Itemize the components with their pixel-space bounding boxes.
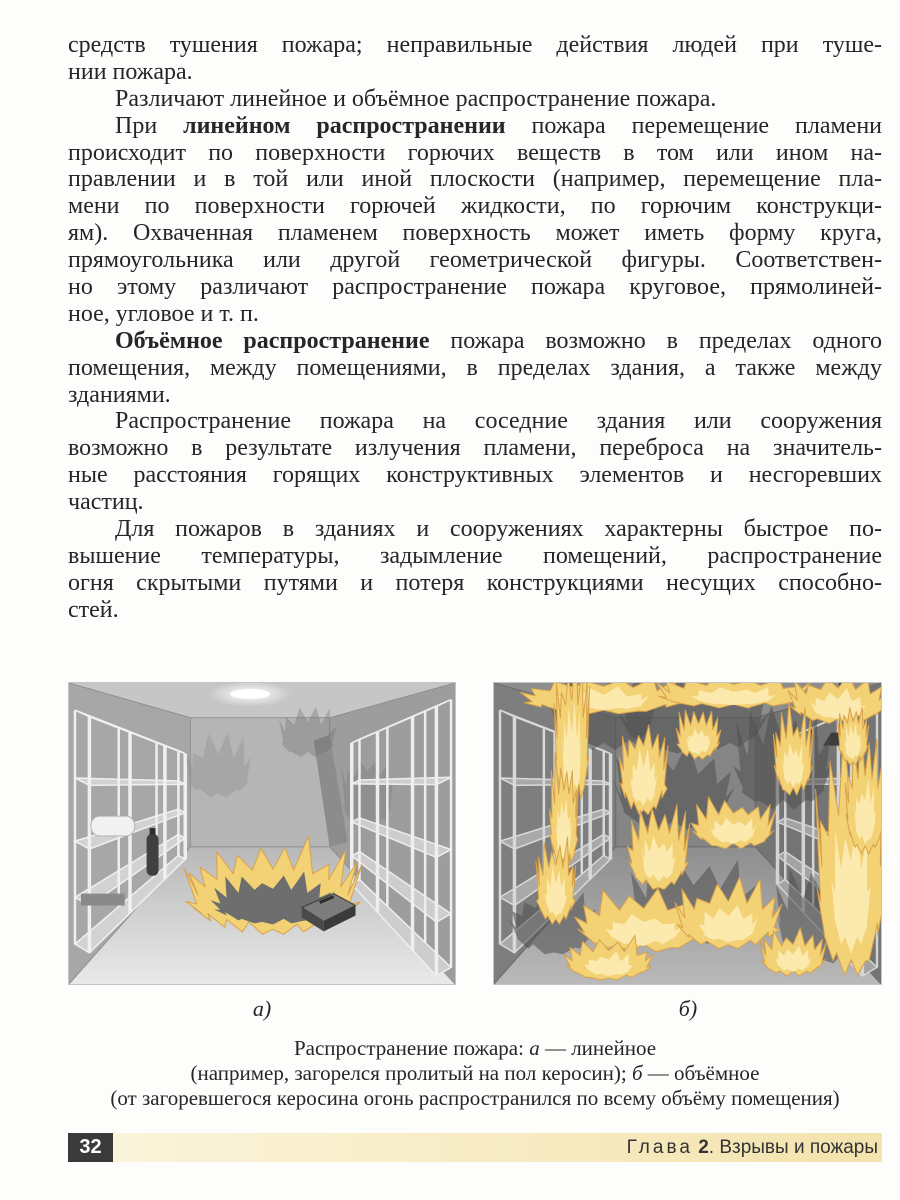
text-line	[68, 382, 882, 409]
text-run: зданиями.	[68, 381, 171, 408]
body-text	[68, 32, 882, 624]
text-run: пожара возможно в пределах одного	[429, 327, 882, 354]
paragraph	[68, 516, 882, 624]
paragraph	[68, 328, 882, 409]
text-line	[68, 462, 882, 489]
chapter-number: 2	[698, 1137, 709, 1158]
figure-panel-b	[493, 682, 882, 985]
illustration-volume-fire	[494, 683, 881, 984]
text-run: средств тушения пожара; неправильные действия людей при туше-	[68, 32, 882, 58]
text-line	[68, 516, 882, 543]
text-line	[68, 247, 882, 274]
text-line	[68, 32, 882, 59]
italic-letter: а	[529, 1036, 540, 1060]
box	[81, 894, 125, 906]
text-run: но этому различают распространение пожара круговое, прямолиней-	[68, 274, 882, 301]
paragraph	[68, 32, 882, 86]
text-run: возможно в результате излучения пламени, переброса на значитель-	[68, 435, 882, 462]
bold-term: линейном распространении	[183, 112, 506, 139]
text-run: (например, загорелся пролитый на пол керосин);	[190, 1061, 632, 1085]
text-line	[68, 140, 882, 167]
text-run: происходит по поверхности горючих веществ в том или ином на-	[68, 139, 882, 166]
running-head	[627, 1133, 878, 1162]
text-run: вышение температуры, задымление помещений, распространение	[68, 542, 882, 569]
page-number: 32	[68, 1133, 113, 1162]
caption-line	[68, 1036, 882, 1061]
text-run: Для пожаров в зданиях и сооружениях характерны быстрое по-	[115, 516, 882, 543]
text-line	[68, 435, 882, 462]
paragraph	[68, 113, 882, 328]
text-run: ям). Охваченная пламенем поверхность может иметь форму круга,	[68, 220, 882, 247]
text-line	[68, 193, 882, 220]
caption-line	[68, 1086, 882, 1111]
text-run: мени по поверхности горючей жидкости, по горючим конструкци-	[68, 193, 882, 220]
page-footer	[68, 1133, 882, 1162]
italic-letter: б	[631, 1061, 643, 1085]
text-line	[68, 301, 882, 328]
text-run: пожара перемещение пламени	[505, 112, 883, 139]
text-line	[68, 166, 882, 193]
text-line	[68, 274, 882, 301]
text-run: правлении и в той или иной плоскости (например, перемещение пла-	[68, 166, 882, 193]
text-run: нии пожара.	[68, 58, 193, 85]
bold-term: Объёмное распространение	[115, 327, 430, 354]
text-run: Распространение пожара на соседние здания или сооружения	[115, 408, 882, 435]
text-line	[68, 328, 882, 355]
illustration-linear-fire	[69, 683, 455, 984]
panel-label-a: а)	[252, 996, 272, 1021]
text-run: огня скрытыми путями и потеря конструкциями несущих способно-	[68, 569, 882, 596]
paragraph	[68, 408, 882, 516]
text-run: При	[115, 112, 184, 139]
text-run: ное, угловое и т. п.	[68, 300, 259, 327]
text-run: помещения, между помещениями, в пределах здания, а также между	[68, 354, 882, 381]
chapter-word: Глава	[626, 1137, 693, 1158]
text-run: ные расстояния горящих конструктивных элементов и несгоревших	[68, 462, 882, 489]
text-run: — линейное	[539, 1036, 657, 1060]
text-run: частиц.	[68, 489, 144, 516]
text-line	[68, 86, 882, 113]
text-run: Различают линейное и объёмное распространение пожара.	[115, 85, 717, 112]
text-run: (от загоревшегося керосина огонь распространился по всему объёму помещения)	[110, 1086, 840, 1110]
text-line	[68, 113, 882, 140]
panel-label-b: б)	[678, 996, 698, 1021]
text-run: стей.	[68, 596, 119, 623]
caption-line	[68, 1061, 882, 1086]
text-line	[68, 570, 882, 597]
paragraph	[68, 86, 882, 113]
figure-panel-a	[68, 682, 456, 985]
text-line	[68, 59, 882, 86]
text-run: Распространение пожара:	[293, 1036, 530, 1060]
figure-caption	[68, 1036, 882, 1111]
text-line	[68, 489, 882, 516]
fire-extinguisher	[147, 834, 159, 876]
text-line	[68, 355, 882, 382]
text-line	[68, 220, 882, 247]
text-line	[68, 543, 882, 570]
text-run: — объёмное	[642, 1061, 760, 1085]
ceiling-lamp	[230, 689, 270, 699]
chapter-title: . Взрывы и пожары	[708, 1137, 878, 1158]
rolled-material	[91, 816, 135, 836]
text-run: прямоугольника или другой геометрической фигуры. Соответствен-	[68, 247, 882, 274]
text-line	[68, 408, 882, 435]
text-line	[68, 597, 882, 624]
extinguisher-valve	[150, 828, 156, 835]
